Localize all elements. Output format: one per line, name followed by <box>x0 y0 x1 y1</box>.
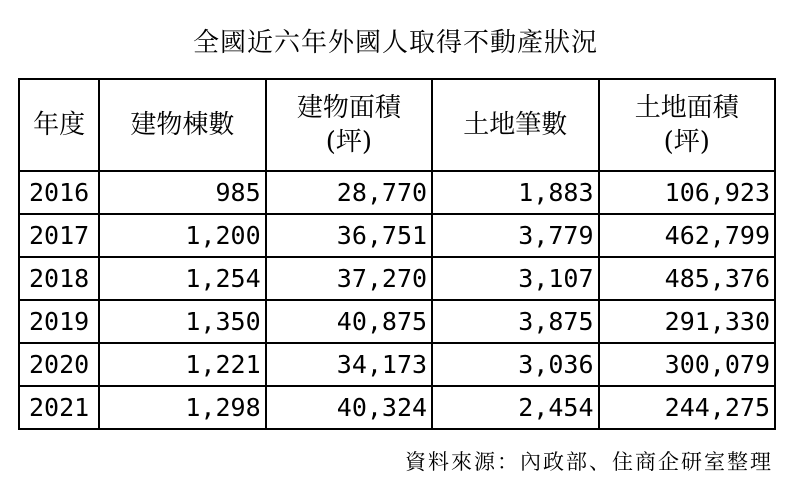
cell-year: 2018 <box>19 257 99 300</box>
cell-building-count: 985 <box>99 171 265 214</box>
header-label: 土地筆數 <box>463 110 568 140</box>
cell-land-count: 2,454 <box>432 386 598 429</box>
cell-building-count: 1,200 <box>99 214 265 257</box>
cell-building-area: 37,270 <box>266 257 432 300</box>
header-building-area <box>266 79 432 171</box>
cell-building-area: 40,324 <box>266 386 432 429</box>
cell-land-area: 244,275 <box>599 386 775 429</box>
header-land-area <box>599 79 775 171</box>
table-row <box>19 171 775 214</box>
header-unit: (坪) <box>663 127 710 157</box>
table-row <box>19 386 775 429</box>
cell-land-count: 1,883 <box>432 171 598 214</box>
header-label: 建物棟數 <box>130 110 235 140</box>
cell-building-count: 1,254 <box>99 257 265 300</box>
cell-building-area: 40,875 <box>266 300 432 343</box>
cell-building-count: 1,298 <box>99 386 265 429</box>
cell-land-area: 485,376 <box>599 257 775 300</box>
table-row <box>19 343 775 386</box>
cell-year: 2017 <box>19 214 99 257</box>
cell-building-count: 1,350 <box>99 300 265 343</box>
header-label: 年度 <box>33 110 86 140</box>
cell-land-count: 3,107 <box>432 257 598 300</box>
page-title: 全國近六年外國人取得不動產狀況 <box>192 28 598 58</box>
cell-year: 2016 <box>19 171 99 214</box>
cell-year: 2019 <box>19 300 99 343</box>
source-note: 資料來源：內政部、住商企研室整理 <box>405 450 773 474</box>
cell-building-area: 36,751 <box>266 214 432 257</box>
cell-building-area: 28,770 <box>266 171 432 214</box>
cell-land-area: 462,799 <box>599 214 775 257</box>
cell-land-area: 291,330 <box>599 300 775 343</box>
cell-land-count: 3,779 <box>432 214 598 257</box>
header-land-count <box>432 79 598 171</box>
cell-year: 2021 <box>19 386 99 429</box>
cell-land-count: 3,036 <box>432 343 598 386</box>
cell-land-area: 300,079 <box>599 343 775 386</box>
cell-land-count: 3,875 <box>432 300 598 343</box>
header-label: 建物面積 <box>296 93 401 123</box>
cell-land-area: 106,923 <box>599 171 775 214</box>
cell-year: 2020 <box>19 343 99 386</box>
data-table <box>18 78 776 430</box>
header-unit: (坪) <box>325 127 372 157</box>
table-row <box>19 257 775 300</box>
header-label: 土地面積 <box>634 93 739 123</box>
cell-building-area: 34,173 <box>266 343 432 386</box>
table-header-row <box>19 79 775 171</box>
table-row <box>19 300 775 343</box>
header-year <box>19 79 99 171</box>
header-building-count <box>99 79 265 171</box>
cell-building-count: 1,221 <box>99 343 265 386</box>
table-row <box>19 214 775 257</box>
